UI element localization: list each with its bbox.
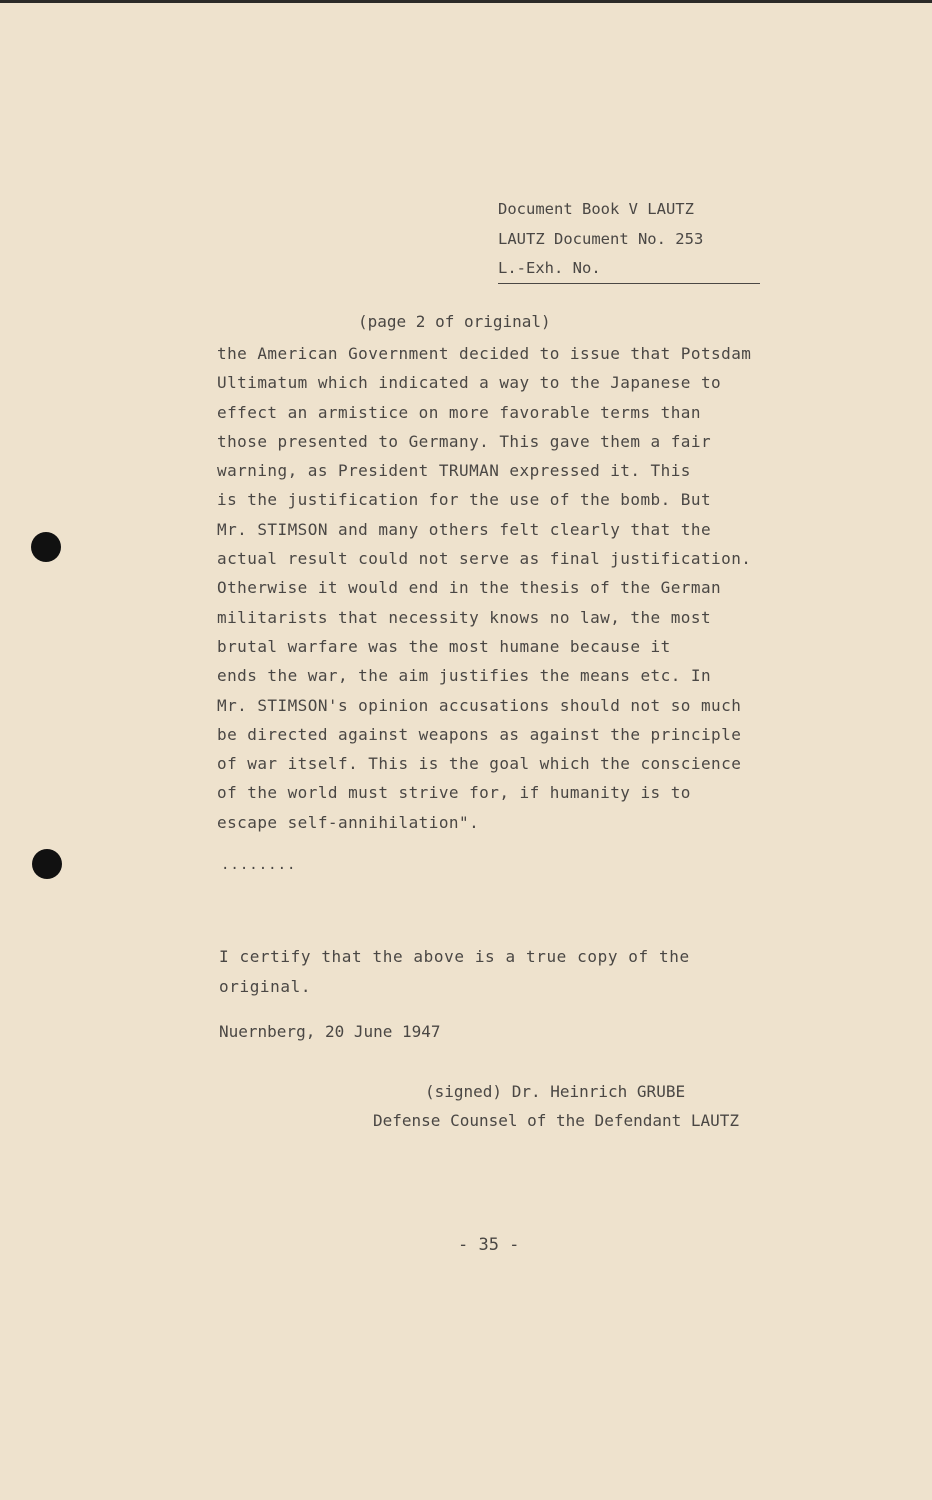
body-line: Mr. STIMSON's opinion accusations should not so much <box>217 695 742 715</box>
certification-line-1: I certify that the above is a true copy of the <box>219 947 690 966</box>
body-text <box>217 339 857 837</box>
certification <box>219 942 690 1002</box>
body-line: Otherwise it would end in the thesis of the German <box>217 578 722 598</box>
body-line: escape self-annihilation". <box>217 812 480 832</box>
certification-line-2: original. <box>219 977 312 996</box>
body-line: brutal warfare was the most humane because it <box>217 636 671 656</box>
header-underline <box>498 283 760 284</box>
body-line: warning, as President TRUMAN expressed it. This <box>217 461 691 481</box>
body-line: Mr. STIMSON and many others felt clearly that the <box>217 519 712 539</box>
page-number: - 35 - <box>458 1235 520 1255</box>
place-date: Nuernberg, 20 June 1947 <box>219 1022 441 1041</box>
document-book: Document Book V LAUTZ <box>498 200 694 218</box>
punch-hole-upper <box>31 532 61 562</box>
body-line: ends the war, the aim justifies the means etc. In <box>217 666 712 686</box>
body-line: is the justification for the use of the bomb. But <box>217 490 712 510</box>
body-line: of the world must strive for, if humanity is to <box>217 783 691 803</box>
document-header <box>498 195 760 284</box>
body-line: effect an armistice on more favorable terms than <box>217 402 701 422</box>
signature-title: Defense Counsel of the Defendant LAUTZ <box>373 1110 740 1130</box>
body-line: of war itself. This is the goal which the conscience <box>217 754 742 774</box>
body-line: the American Government decided to issue that Potsdam <box>217 344 752 363</box>
punch-hole-lower <box>32 849 62 879</box>
exhibit-number: L.-Exh. No. <box>498 259 601 277</box>
body-line: militarists that necessity knows no law, the most <box>217 607 712 627</box>
body-line: those presented to Germany. This gave them a fair <box>217 431 712 451</box>
page-reference: (page 2 of original) <box>358 312 551 331</box>
scan-top-edge <box>0 0 932 3</box>
body-line: be directed against weapons as against the principle <box>217 724 742 744</box>
signature-block <box>373 1078 739 1135</box>
signature-name: (signed) Dr. Heinrich GRUBE <box>425 1082 686 1101</box>
omission-ellipsis: ........ <box>221 857 297 873</box>
document-number: LAUTZ Document No. 253 <box>498 229 704 248</box>
body-line: actual result could not serve as final justification. <box>217 549 752 569</box>
body-line: Ultimatum which indicated a way to the Japanese to <box>217 373 722 393</box>
